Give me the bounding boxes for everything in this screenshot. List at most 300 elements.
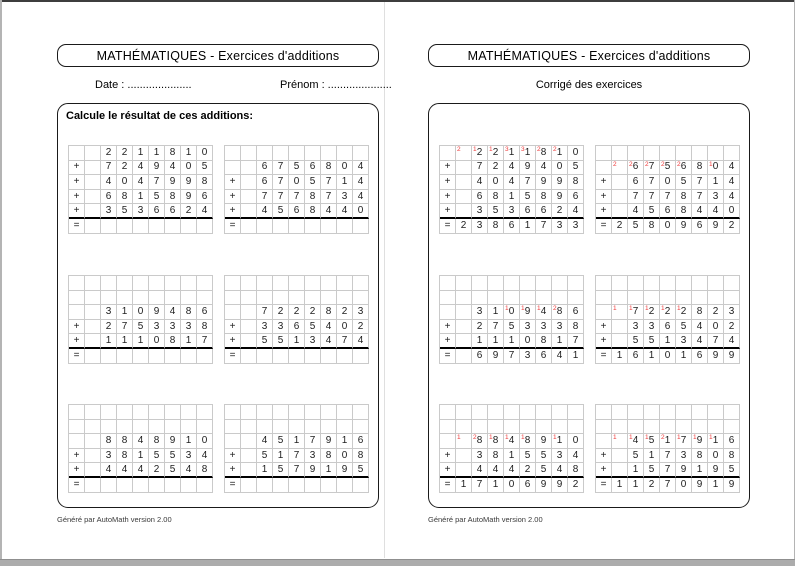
digit: 4 (357, 175, 364, 187)
digit: 5 (648, 463, 655, 475)
operator-cell: + (225, 334, 241, 349)
digit-cell (273, 204, 289, 219)
digit-cell (488, 190, 504, 205)
digit: 6 (524, 478, 531, 490)
digit: 7 (648, 175, 655, 187)
answer-cell (337, 219, 353, 234)
operator-cell: = (596, 219, 612, 234)
digit-cell (241, 175, 257, 190)
digit-cell (676, 175, 692, 190)
digit-cell (536, 320, 552, 335)
operator-cell (225, 146, 241, 161)
digit: 6 (293, 320, 300, 332)
digit: 4 (476, 463, 483, 475)
digit: 5 (137, 320, 144, 332)
operator-cell (596, 276, 612, 291)
digit-cell (568, 449, 584, 464)
digit-cell (612, 161, 628, 176)
digit: 1 (632, 463, 639, 475)
answer-cell (149, 478, 165, 493)
digit-cell (472, 449, 488, 464)
operator-cell (225, 291, 241, 306)
digit: 2 (728, 320, 735, 332)
grid-cell (660, 420, 676, 435)
digit-cell (321, 463, 337, 478)
operator-cell: = (69, 349, 85, 364)
digit: 2 (492, 146, 499, 158)
digit: 1 (508, 190, 515, 202)
digit-cell (456, 204, 472, 219)
digit-cell (708, 463, 724, 478)
digit: 4 (261, 204, 268, 216)
digit: 6 (293, 204, 300, 216)
digit-cell (353, 334, 369, 349)
digit-cell (644, 175, 660, 190)
digit: 2 (616, 219, 623, 231)
digit: 7 (277, 190, 284, 202)
digit-cell (644, 190, 660, 205)
carry-digit: 2 (553, 146, 557, 153)
digit-cell (520, 334, 536, 349)
grid-cell (257, 146, 273, 161)
carry-digit: 1 (613, 434, 617, 442)
digit: 5 (153, 190, 160, 202)
digit-cell (321, 305, 337, 320)
digit: 1 (137, 190, 144, 202)
digit: 4 (556, 349, 563, 361)
digit: 5 (728, 463, 735, 475)
digit: 3 (153, 320, 160, 332)
digit: 0 (121, 175, 128, 187)
digit-cell (149, 305, 165, 320)
digit: 1 (137, 334, 144, 346)
digit: 1 (712, 434, 719, 446)
digit-cell (472, 146, 488, 161)
digit-cell (692, 449, 708, 464)
digit: 2 (341, 305, 348, 317)
digit: 6 (728, 434, 735, 446)
digit-cell (149, 146, 165, 161)
digit-cell (181, 305, 197, 320)
digit-cell (197, 161, 213, 176)
digit: 0 (572, 434, 579, 446)
digit-cell (644, 320, 660, 335)
digit-cell (628, 463, 644, 478)
digit-cell (241, 161, 257, 176)
grid-cell (660, 291, 676, 306)
digit: 5 (261, 449, 268, 461)
digit-cell (520, 146, 536, 161)
digit-cell (472, 204, 488, 219)
digit-cell (337, 463, 353, 478)
grid-cell (568, 291, 584, 306)
digit-cell (273, 463, 289, 478)
digit: 7 (648, 190, 655, 202)
digit-cell (612, 190, 628, 205)
digit-cell (552, 320, 568, 335)
digit: 3 (277, 320, 284, 332)
grid-cell (337, 405, 353, 420)
grid-cell (552, 276, 568, 291)
digit: 8 (728, 449, 735, 461)
digit: 7 (524, 175, 531, 187)
digit: 4 (508, 175, 515, 187)
digit-cell (628, 204, 644, 219)
grid-cell (257, 405, 273, 420)
addition-grid (224, 145, 369, 234)
digit-cell (133, 190, 149, 205)
digit-cell (708, 320, 724, 335)
answer-cell (181, 349, 197, 364)
digit: 0 (508, 478, 515, 490)
digit-cell (117, 434, 133, 449)
grid-cell (85, 291, 101, 306)
addition-grid-solved (595, 404, 740, 493)
digit-cell (337, 204, 353, 219)
carry-digit: 1 (645, 434, 649, 442)
grid-cell (133, 276, 149, 291)
digit: 8 (572, 463, 579, 475)
digit-cell (165, 175, 181, 190)
digit-cell (692, 334, 708, 349)
digit-cell (504, 305, 520, 320)
digit-cell (692, 463, 708, 478)
operator-cell: + (440, 320, 456, 335)
digit: 6 (540, 349, 547, 361)
digit-cell (289, 434, 305, 449)
grid-cell (257, 276, 273, 291)
digit: 2 (153, 463, 160, 475)
digit-cell (676, 449, 692, 464)
answer-cell (197, 219, 213, 234)
digit-cell (612, 434, 628, 449)
carry-digit: 2 (457, 146, 461, 153)
digit-cell (149, 449, 165, 464)
answer-cell (692, 219, 708, 234)
digit-cell (456, 161, 472, 176)
grid-cell (676, 146, 692, 161)
digit: 2 (105, 146, 112, 158)
digit: 7 (277, 175, 284, 187)
operator-cell: + (225, 204, 241, 219)
digit-cell (257, 463, 273, 478)
digit: 4 (357, 190, 364, 202)
digit: 7 (696, 190, 703, 202)
digit-cell (488, 463, 504, 478)
digit-cell (536, 204, 552, 219)
digit: 0 (137, 305, 144, 317)
digit: 1 (121, 334, 128, 346)
digit-cell (724, 320, 740, 335)
digit: 7 (261, 305, 268, 317)
grid-cell (353, 420, 369, 435)
digit: 1 (261, 463, 268, 475)
operator-cell (596, 146, 612, 161)
digit-cell (241, 204, 257, 219)
grid-cell (289, 146, 305, 161)
grid-cell (612, 291, 628, 306)
digit: 2 (648, 478, 655, 490)
digit-cell (353, 305, 369, 320)
carry-digit: 1 (505, 434, 509, 442)
digit: 4 (728, 334, 735, 346)
digit: 4 (357, 334, 364, 346)
grid-cell (456, 276, 472, 291)
digit: 8 (201, 320, 208, 332)
instruction-label: Calcule le résultat de ces additions: (66, 110, 254, 122)
carry-digit: 1 (677, 434, 681, 442)
digit-cell (337, 175, 353, 190)
grid-cell (181, 276, 197, 291)
digit-cell (165, 320, 181, 335)
digit-cell (85, 334, 101, 349)
answer-cell (660, 219, 676, 234)
digit: 7 (508, 349, 515, 361)
digit-cell (257, 161, 273, 176)
digit-cell (181, 320, 197, 335)
operator-cell: + (596, 175, 612, 190)
grid-cell (289, 276, 305, 291)
answer-cell (181, 478, 197, 493)
grid-cell (165, 291, 181, 306)
digit: 3 (105, 305, 112, 317)
digit: 7 (293, 449, 300, 461)
answer-cell (353, 349, 369, 364)
digit-cell (644, 449, 660, 464)
digit: 5 (169, 449, 176, 461)
digit: 1 (508, 449, 515, 461)
digit: 0 (664, 175, 671, 187)
digit-cell (117, 449, 133, 464)
digit-cell (612, 334, 628, 349)
operator-cell: + (596, 320, 612, 335)
carry-digit: 1 (521, 305, 525, 313)
digit: 1 (664, 334, 671, 346)
digit: 2 (105, 320, 112, 332)
digit: 3 (556, 219, 563, 231)
digit-cell (536, 175, 552, 190)
digit: 8 (696, 449, 703, 461)
digit: 8 (492, 190, 499, 202)
grid-cell (165, 405, 181, 420)
digit: 4 (540, 161, 547, 173)
digit-cell (504, 463, 520, 478)
digit: 7 (201, 334, 208, 346)
digit-cell (197, 305, 213, 320)
grid-cell (197, 276, 213, 291)
digit-cell (289, 305, 305, 320)
digit-cell (504, 190, 520, 205)
digit-cell (101, 204, 117, 219)
answer-page-title: MATHÉMATIQUES - Exercices d'additions (467, 48, 711, 63)
operator-cell (69, 420, 85, 435)
answer-cell (101, 349, 117, 364)
digit-cell (101, 463, 117, 478)
operator-cell: + (596, 190, 612, 205)
digit-cell (321, 449, 337, 464)
answer-cell (456, 219, 472, 234)
digit: 1 (492, 478, 499, 490)
digit-cell (353, 175, 369, 190)
digit-cell (724, 449, 740, 464)
addition-grid-solved (439, 145, 584, 234)
grid-cell (628, 291, 644, 306)
digit: 6 (261, 161, 268, 173)
operator-cell (69, 291, 85, 306)
grid-cell (504, 291, 520, 306)
digit: 0 (293, 175, 300, 187)
digit-cell (337, 161, 353, 176)
operator-cell (596, 291, 612, 306)
answer-cell (612, 219, 628, 234)
digit-cell (724, 190, 740, 205)
grid-cell (321, 276, 337, 291)
grid-cell (660, 405, 676, 420)
grid-cell (117, 420, 133, 435)
digit: 6 (572, 305, 579, 317)
digit: 2 (712, 305, 719, 317)
digit: 2 (524, 463, 531, 475)
grid-cell (181, 420, 197, 435)
answer-cell (504, 349, 520, 364)
digit-cell (101, 320, 117, 335)
digit: 6 (261, 175, 268, 187)
digit: 9 (712, 219, 719, 231)
digit-cell (676, 161, 692, 176)
digit: 8 (572, 175, 579, 187)
grid-cell (321, 146, 337, 161)
digit-cell (85, 305, 101, 320)
operator-cell: = (225, 478, 241, 493)
digit: 5 (632, 449, 639, 461)
digit-cell (117, 161, 133, 176)
digit-cell (660, 334, 676, 349)
digit-cell (568, 334, 584, 349)
digit: 0 (524, 334, 531, 346)
grid-cell (133, 420, 149, 435)
digit-cell (133, 204, 149, 219)
answer-cell (257, 349, 273, 364)
digit: 3 (540, 320, 547, 332)
grid-cell (241, 291, 257, 306)
digit-cell (165, 146, 181, 161)
answer-cell (149, 219, 165, 234)
digit-cell (337, 320, 353, 335)
answer-cell (149, 349, 165, 364)
digit: 7 (540, 219, 547, 231)
digit: 7 (664, 449, 671, 461)
digit-cell (337, 305, 353, 320)
digit-cell (241, 434, 257, 449)
grid-cell (101, 420, 117, 435)
digit: 2 (492, 161, 499, 173)
operator-cell (596, 434, 612, 449)
digit: 7 (648, 161, 655, 173)
digit-cell (241, 305, 257, 320)
digit-cell (612, 449, 628, 464)
grid-cell (241, 276, 257, 291)
digit: 2 (460, 219, 467, 231)
digit: 3 (105, 449, 112, 461)
digit-cell (273, 190, 289, 205)
digit: 8 (309, 190, 316, 202)
digit: 4 (185, 463, 192, 475)
digit-cell (660, 161, 676, 176)
digit-cell (165, 463, 181, 478)
operator-cell: + (69, 463, 85, 478)
digit-cell (165, 334, 181, 349)
digit: 3 (524, 320, 531, 332)
digit-cell (149, 434, 165, 449)
digit: 9 (540, 478, 547, 490)
digit-cell (676, 190, 692, 205)
digit-cell (337, 449, 353, 464)
digit: 9 (524, 305, 531, 317)
grid-cell (644, 146, 660, 161)
digit: 5 (121, 204, 128, 216)
digit: 4 (201, 449, 208, 461)
digit-cell (181, 204, 197, 219)
digit: 4 (325, 320, 332, 332)
digit-cell (676, 320, 692, 335)
answer-cell (612, 478, 628, 493)
grid-cell (568, 405, 584, 420)
digit: 1 (680, 349, 687, 361)
digit-cell (85, 146, 101, 161)
grid-cell (644, 420, 660, 435)
window-frame-top (0, 0, 795, 2)
digit-cell (472, 190, 488, 205)
grid-cell (273, 291, 289, 306)
digit-cell (101, 161, 117, 176)
carry-digit: 2 (537, 146, 541, 153)
answer-cell (724, 349, 740, 364)
digit: 1 (556, 434, 563, 446)
digit: 6 (524, 204, 531, 216)
answer-cell (568, 219, 584, 234)
digit: 4 (201, 204, 208, 216)
digit-cell (628, 320, 644, 335)
digit: 7 (680, 434, 687, 446)
grid-cell (520, 276, 536, 291)
operator-cell: + (69, 190, 85, 205)
operator-cell: + (440, 190, 456, 205)
answer-cell (660, 478, 676, 493)
grid-cell (504, 405, 520, 420)
digit-cell (305, 334, 321, 349)
operator-cell (440, 276, 456, 291)
digit-cell (101, 449, 117, 464)
digit-cell (165, 204, 181, 219)
operator-cell: + (440, 161, 456, 176)
digit: 8 (185, 305, 192, 317)
digit: 3 (632, 320, 639, 332)
digit-cell (536, 146, 552, 161)
digit: 4 (325, 204, 332, 216)
digit: 2 (357, 320, 364, 332)
digit: 6 (357, 434, 364, 446)
grid-cell (456, 291, 472, 306)
digit-cell (472, 434, 488, 449)
addition-grid-solved (439, 404, 584, 493)
digit: 8 (357, 449, 364, 461)
digit: 5 (680, 175, 687, 187)
digit: 8 (540, 190, 547, 202)
digit: 1 (476, 334, 483, 346)
digit-cell (612, 204, 628, 219)
digit: 0 (201, 146, 208, 158)
digit: 1 (293, 434, 300, 446)
